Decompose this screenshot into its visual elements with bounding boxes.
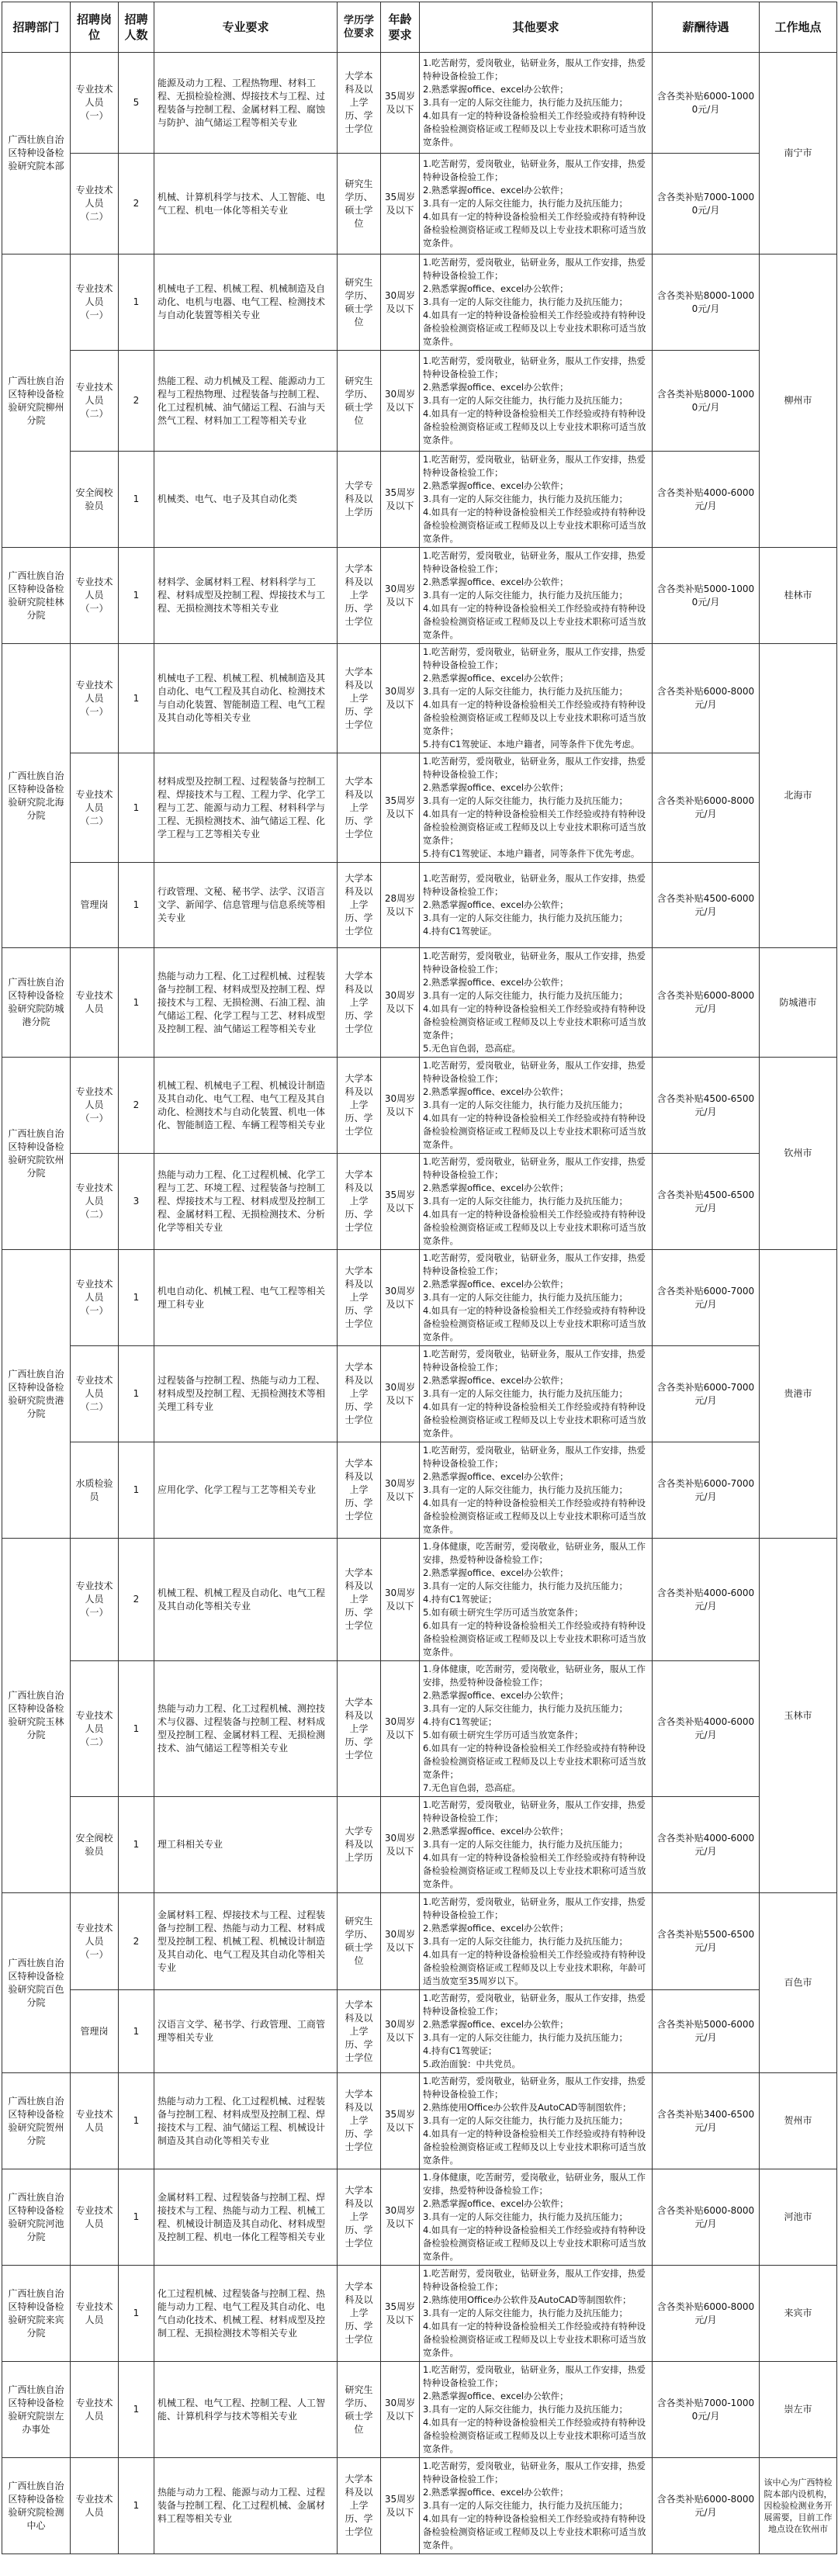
salary-cell: 含各类补贴6000-7000元/月 xyxy=(653,1250,760,1346)
salary-cell: 含各类补贴8000-10000元/月 xyxy=(653,351,760,452)
post-cell: 专业技术人员（二） xyxy=(71,154,119,254)
age-cell: 30周岁及以下 xyxy=(381,1797,420,1893)
other-requirements-cell: 1.吃苦耐劳，爱岗敬业，钻研业务，服从工作安排，热爱特种设备检验工作； 2.熟悉掌握office、excel办公软件； 3.具有一定的人际交往能力，执行能力及抗压能力； 4.如具有一定的特种设备检验相关工作经验或持有特种设备检验检测资格证或工程师及以上专业技术职称可适当放宽条件。 xyxy=(420,2458,653,2554)
other-requirements-cell: 1.吃苦耐劳，爱岗敬业，钻研业务，服从工作安排，热爱特种设备检验工作； 2.熟悉掌握office、excel办公软件； 3.具有一定的人际交往能力，执行能力及抗压能力； 4.如具有一定的特种设备检验相关工作经验或持有特种设备检验检测资格证或工程师及以上专业技术职称可适当放宽条件。 xyxy=(420,452,653,548)
age-cell: 35周岁及以下 xyxy=(381,452,420,548)
education-cell: 大学本科及以上学历、学士学位 xyxy=(338,753,381,863)
other-requirements-cell: 1.吃苦耐劳，爱岗敬业，钻研业务，服从工作安排，热爱特种设备检验工作； 2.熟悉掌握office、excel办公软件； 3.具有一定的人际交往能力，执行能力及抗压能力； 4.如具有一定的特种设备检验相关工作经验或持有特种设备检验检测资格证或工程师及以上专业技术职称可适当放宽条件。 xyxy=(420,2362,653,2458)
major-cell: 机械类、电气、电子及其自动化类 xyxy=(154,452,338,548)
education-cell: 大学本科及以上学历、学士学位 xyxy=(338,644,381,753)
dept-cell: 广西壮族自治区特种设备检验研究院百色分院 xyxy=(2,1893,71,2073)
location-cell: 该中心为广西特检院本部内设机构，因检验检测业务开展需要，目前工作地点设在钦州市 xyxy=(760,2458,837,2554)
major-cell: 机械工程、机械电子工程、机械设计制造及其自动化、电气工程、电气工程及其自动化、检测技术与自动化装置、机电一体化、智能制造工程、车辆工程等相关专业 xyxy=(154,1058,338,1154)
post-cell: 专业技术人员（二） xyxy=(71,1346,119,1442)
dept-cell: 广西壮族自治区特种设备检验研究院崇左办事处 xyxy=(2,2362,71,2458)
education-cell: 研究生学历、硕士学位 xyxy=(338,351,381,452)
dept-cell: 广西壮族自治区特种设备检验研究院河池分院 xyxy=(2,2169,71,2266)
salary-cell: 含各类补贴6000-8000元/月 xyxy=(653,644,760,753)
major-cell: 机械、计算机科学与技术、人工智能、电气工程、机电一体化等相关专业 xyxy=(154,154,338,254)
table-row xyxy=(2,2266,837,2362)
location-cell: 贵港市 xyxy=(760,1250,837,1539)
education-cell: 大学本科及以上学历、学士学位 xyxy=(338,1539,381,1661)
salary-cell: 含各类补贴4500-6500元/月 xyxy=(653,1154,760,1250)
education-cell: 研究生学历、硕士学位 xyxy=(338,154,381,254)
age-cell: 35周岁及以下 xyxy=(381,154,420,254)
table-row xyxy=(2,1058,837,1154)
other-requirements-cell: 1.身体健康，吃苦耐劳，爱岗敬业，钻研业务，服从工作安排，热爱特种设备检验工作； 2.熟悉掌握office、excel办公软件； 3.具有一定的人际交往能力，执行能力及抗压能力； 4.持有C1驾驶证； 5.如有硕士研究生学历可适当放宽条件； 6.如具有一定的特种设备检验相关工作经验或持有特种设备检验检测资格证或工程师及以上专业技术职称可适当放宽条件； 7.无色盲色弱，恐高症。 xyxy=(420,1661,653,1797)
count-cell: 1 xyxy=(119,1250,154,1346)
education-cell: 大学本科及以上学历、学士学位 xyxy=(338,1250,381,1346)
table-row xyxy=(2,254,837,351)
count-cell: 1 xyxy=(119,948,154,1058)
salary-cell: 含各类补贴4000-6000元/月 xyxy=(653,1797,760,1893)
age-cell: 35周岁及以下 xyxy=(381,753,420,863)
major-cell: 化工过程机械、过程装备与控制工程、热能与动力工程、电气工程及其自动化、电气自动化技术、机械工程、材料成型及控制工程、无损检测技术等相关专业 xyxy=(154,2266,338,2362)
count-cell: 1 xyxy=(119,1661,154,1797)
other-requirements-cell: 1.吃苦耐劳，爱岗敬业，钻研业务，服从工作安排，热爱特种设备检验工作； 2.熟悉掌握office、excel办公软件； 3.具有一定的人际交往能力，执行能力及抗压能力； 4.如具有一定的特种设备检验相关工作经验或持有特种设备检验检测资格证或工程师及以上专业技术职称可适当放宽条件。 xyxy=(420,351,653,452)
post-cell: 专业技术人员（二） xyxy=(71,1661,119,1797)
salary-cell: 含各类补贴4000-6000元/月 xyxy=(653,1661,760,1797)
count-cell: 1 xyxy=(119,452,154,548)
salary-cell: 含各类补贴4500-6000元/月 xyxy=(653,863,760,948)
age-cell: 30周岁及以下 xyxy=(381,1442,420,1539)
age-cell: 30周岁及以下 xyxy=(381,644,420,753)
count-cell: 2 xyxy=(119,1058,154,1154)
other-requirements-cell: 1.吃苦耐劳，爱岗敬业，钻研业务，服从工作安排，热爱特种设备检验工作； 2.熟悉掌握office、excel办公软件； 3.具有一定的人际交往能力，执行能力及抗压能力； 4.持有C1驾驶证。 xyxy=(420,863,653,948)
salary-cell: 含各类补贴5000-6000元/月 xyxy=(653,1990,760,2073)
post-cell: 水质检验员 xyxy=(71,1442,119,1539)
table-row xyxy=(2,948,837,1058)
table-row xyxy=(2,1442,837,1539)
major-cell: 热能与动力工程、化工过程机械、过程装备与控制工程、材料成型及控制工程、焊接技术与工程、无损检测、石油工程、油气储运工程、化学工程与工艺、材料成型及控制工程、油气储运工程等相关专业 xyxy=(154,948,338,1058)
education-cell: 研究生学历、硕士学位 xyxy=(338,1893,381,1990)
dept-cell: 广西壮族自治区特种设备检验研究院贵港分院 xyxy=(2,1250,71,1539)
post-cell: 专业技术人员（二） xyxy=(71,1154,119,1250)
salary-cell: 含各类补贴3400-6500元/月 xyxy=(653,2073,760,2169)
other-requirements-cell: 1.吃苦耐劳，爱岗敬业，钻研业务，服从工作安排，热爱特种设备检验工作； 2.熟悉掌握office、excel办公软件； 3.具有一定的人际交往能力，执行能力及抗压能力； 4.如具有一定的特种设备检验相关工作经验或持有特种设备检验检测资格证或工程师及以上专业技术职称可适当放宽条件； 5.持有C1驾驶证、本地户籍者，同等条件下优先考虑。 xyxy=(420,644,653,753)
table-row xyxy=(2,1990,837,2073)
dept-cell: 广西壮族自治区特种设备检验研究院北海分院 xyxy=(2,644,71,948)
post-cell: 专业技术人员（一） xyxy=(71,1250,119,1346)
table-row xyxy=(2,644,837,753)
salary-cell: 含各类补贴6000-7000元/月 xyxy=(653,1442,760,1539)
location-cell: 百色市 xyxy=(760,1893,837,2073)
table-row xyxy=(2,2458,837,2554)
count-cell: 1 xyxy=(119,2458,154,2554)
age-cell: 30周岁及以下 xyxy=(381,2362,420,2458)
post-cell: 安全阀校验员 xyxy=(71,452,119,548)
major-cell: 行政管理、文秘、秘书学、法学、汉语言文学、新闻学、信息管理与信息系统等相关专业 xyxy=(154,863,338,948)
salary-cell: 含各类补贴7000-10000元/月 xyxy=(653,154,760,254)
education-cell: 大学本科及以上学历、学士学位 xyxy=(338,948,381,1058)
other-requirements-cell: 1.吃苦耐劳，爱岗敬业，钻研业务，服从工作安排，热爱特种设备检验工作； 2.熟悉掌握office、excel办公软件； 3.具有一定的人际交往能力，执行能力及抗压能力； 4.如具有一定的特种设备检验相关工作经验或持有特种设备检验检测资格证或工程师及以上专业技术职称可适当放宽条件。 xyxy=(420,1250,653,1346)
count-cell: 1 xyxy=(119,2362,154,2458)
education-cell: 研究生学历、硕士学位 xyxy=(338,254,381,351)
major-cell: 机电自动化、机械工程、电气工程等相关理工科专业 xyxy=(154,1250,338,1346)
count-cell: 3 xyxy=(119,1154,154,1250)
table-row xyxy=(2,351,837,452)
education-cell: 大学本科及以上学历、学士学位 xyxy=(338,1442,381,1539)
other-requirements-cell: 1.吃苦耐劳，爱岗敬业，钻研业务，服从工作安排，热爱特种设备检验工作； 2.熟悉掌握office、excel办公软件； 3.具有一定的人际交往能力，执行能力及抗压能力； 4.如具有一定的特种设备检验相关工作经验或持有特种设备检验检测资格证或工程师及以上专业技术职称可适当放宽条件。 xyxy=(420,1442,653,1539)
other-requirements-cell: 1.吃苦耐劳，爱岗敬业，钻研业务，服从工作安排，热爱特种设备检验工作； 2.熟悉掌握office、excel办公软件； 3.具有一定的人际交往能力，执行能力及抗压能力； 4.如具有一定的特种设备检验相关工作经验或持有特种设备检验检测资格证或工程师及以上专业技术职称可适当放宽条件； 5.无色盲色弱，恐高症。 xyxy=(420,948,653,1058)
post-cell: 专业技术人员（二） xyxy=(71,351,119,452)
count-cell: 1 xyxy=(119,548,154,644)
other-requirements-cell: 1.吃苦耐劳，爱岗敬业，钻研业务，服从工作安排，热爱特种设备检验工作； 2.熟悉掌握office、excel办公软件； 3.具有一定的人际交往能力，执行能力及抗压能力； 4.如具有一定的特种设备检验相关工作经验或持有特种设备检验检测资格证或工程师及以上专业技术职称可适当放宽条件。 xyxy=(420,1797,653,1893)
post-cell: 专业技术人员（一） xyxy=(71,1539,119,1661)
other-requirements-cell: 1.吃苦耐劳，爱岗敬业，钻研业务，服从工作安排，热爱特种设备检验工作； 2.熟悉掌握office、excel办公软件； 3.具有一定的人际交往能力，执行能力及抗压能力； 4.如具有一定的特种设备检验相关工作经验或持有特种设备检验检测资格证或工程师及以上专业技术职称可适当放宽条件。 xyxy=(420,154,653,254)
other-requirements-cell: 1.吃苦耐劳，爱岗敬业，钻研业务，服从工作安排，热爱特种设备检验工作； 2.熟悉掌握office、excel办公软件； 3.具有一定的人际交往能力，执行能力及抗压能力； 4.如具有一定的特种设备检验相关工作经验或持有特种设备检验检测资格证或工程师及以上专业技术职称可适当放宽条件； 5.持有C1驾驶证、本地户籍者，同等条件下优先考虑。 xyxy=(420,753,653,863)
header-post: 招聘岗位 xyxy=(71,2,119,53)
table-row xyxy=(2,1346,837,1442)
count-cell: 1 xyxy=(119,2073,154,2169)
header-education: 学历学位要求 xyxy=(338,2,381,53)
education-cell: 大学专科及以上学历 xyxy=(338,452,381,548)
major-cell: 热能与动力工程、化工过程机械、化学工程与工艺、环境工程、过程装备与控制工程、焊接技术与工程、材料成型及控制工程、金属材料工程、无损检测技术、分析化学等相关专业 xyxy=(154,1154,338,1250)
post-cell: 专业技术人员 xyxy=(71,2458,119,2554)
other-requirements-cell: 1.吃苦耐劳，爱岗敬业，钻研业务，服从工作安排，热爱特种设备检验工作； 2.熟悉掌握office、excel办公软件； 3.具有一定的人际交往能力，执行能力及抗压能力； 4.如具有一定的特种设备检验相关工作经验或持有特种设备检验检测资格证或工程师及以上专业技术职称可适当放宽条件。 xyxy=(420,53,653,154)
post-cell: 安全阀校验员 xyxy=(71,1797,119,1893)
count-cell: 1 xyxy=(119,1797,154,1893)
other-requirements-cell: 1.吃苦耐劳，爱岗敬业，钻研业务，服从工作安排，热爱特种设备检验工作； 2.熟练使用Office办公软件及AutoCAD等制图软件； 3.具有一定的人际交往能力，执行能力及抗压能力； 4.如具有一定的特种设备检验相关工作经验或持有特种设备检验检测资格证或工程师及以上专业技术职称可适当放宽条件。 xyxy=(420,2266,653,2362)
major-cell: 热能与动力工程、化工过程机械、过程装备与控制工程、材料成型及控制工程、焊接技术与工程、油气储运工程、机械设计制造及其自动化等相关专业 xyxy=(154,2073,338,2169)
major-cell: 材料成型及控制工程、过程装备与控制工程、焊接技术与工程、工程力学、化学工程与工艺、能源与动力工程、材料科学与工程、无损检测技术、油气储运工程、化学工程与工艺等相关专业 xyxy=(154,753,338,863)
count-cell: 2 xyxy=(119,1539,154,1661)
count-cell: 1 xyxy=(119,254,154,351)
table-row xyxy=(2,154,837,254)
location-cell: 柳州市 xyxy=(760,254,837,548)
count-cell: 5 xyxy=(119,53,154,154)
other-requirements-cell: 1.吃苦耐劳，爱岗敬业，钻研业务，服从工作安排，热爱特种设备检验工作； 2.熟悉掌握office、excel办公软件； 3.具有一定的人际交往能力，执行能力及抗压能力； 4.如具有一定的特种设备检验相关工作经验或持有特种设备检验检测资格证或工程师及以上专业技术职称，年龄可适当放宽至35周岁以下。 xyxy=(420,1893,653,1990)
count-cell: 2 xyxy=(119,1893,154,1990)
education-cell: 大学本科及以上学历、学士学位 xyxy=(338,53,381,154)
post-cell: 管理岗 xyxy=(71,1990,119,2073)
header-count: 招聘人数 xyxy=(119,2,154,53)
dept-cell: 广西壮族自治区特种设备检验研究院来宾分院 xyxy=(2,2266,71,2362)
count-cell: 2 xyxy=(119,154,154,254)
other-requirements-cell: 1.吃苦耐劳，爱岗敬业，钻研业务，服从工作安排，热爱特种设备检验工作； 2.熟悉掌握office、excel办公软件； 3.具有一定的人际交往能力，执行能力及抗压能力； 4.如具有一定的特种设备检验相关工作经验或持有特种设备检验检测资格证或工程师及以上专业技术职称可适当放宽条件。 xyxy=(420,1058,653,1154)
salary-cell: 含各类补贴6000-8000元/月 xyxy=(653,753,760,863)
dept-cell: 广西壮族自治区特种设备检验研究院柳州分院 xyxy=(2,254,71,548)
table-row xyxy=(2,1893,837,1990)
table-body xyxy=(2,53,837,2554)
education-cell: 大学本科及以上学历、学士学位 xyxy=(338,1990,381,2073)
age-cell: 30周岁及以下 xyxy=(381,351,420,452)
other-requirements-cell: 1.吃苦耐劳，爱岗敬业，钻研业务，服从工作安排，热爱特种设备检验工作； 2.熟悉掌握office、excel办公软件； 3.具有一定的人际交往能力，执行能力及抗压能力； 4.持有C1驾驶证； 5.政治面貌：中共党员。 xyxy=(420,1990,653,2073)
age-cell: 30周岁及以下 xyxy=(381,1346,420,1442)
age-cell: 28周岁及以下 xyxy=(381,863,420,948)
salary-cell: 含各类补贴8000-10000元/月 xyxy=(653,254,760,351)
salary-cell: 含各类补贴5000-10000元/月 xyxy=(653,548,760,644)
dept-cell: 广西壮族自治区特种设备检验研究院本部 xyxy=(2,53,71,254)
salary-cell: 含各类补贴7000-10000元/月 xyxy=(653,2362,760,2458)
post-cell: 专业技术人员 xyxy=(71,2073,119,2169)
recruitment-table xyxy=(2,2,837,2554)
age-cell: 35周岁及以下 xyxy=(381,2266,420,2362)
age-cell: 30周岁及以下 xyxy=(381,1539,420,1661)
table-row xyxy=(2,753,837,863)
major-cell: 理工科相关专业 xyxy=(154,1797,338,1893)
post-cell: 专业技术人员（一） xyxy=(71,1058,119,1154)
age-cell: 30周岁及以下 xyxy=(381,1990,420,2073)
count-cell: 1 xyxy=(119,1346,154,1442)
major-cell: 机械电子工程、机械工程、机械制造及自动化、电机与电器、电气工程、检测技术与自动化装置等相关专业 xyxy=(154,254,338,351)
major-cell: 热能与动力工程、化工过程机械、测控技术与仪器、过程装备与控制工程、材料成型及控制工程、金属材料工程、无损检测技术、油气储运工程等相关专业 xyxy=(154,1661,338,1797)
table-row xyxy=(2,2169,837,2266)
table-header-row xyxy=(2,2,837,53)
location-cell: 北海市 xyxy=(760,644,837,948)
major-cell: 机械电子工程、机械工程、机械制造及其自动化、电气工程及其自动化、检测技术与自动化装置、智能制造工程、电气工程及其自动化等相关专业 xyxy=(154,644,338,753)
education-cell: 大学本科及以上学历、学士学位 xyxy=(338,2169,381,2266)
education-cell: 大学本科及以上学历、学士学位 xyxy=(338,863,381,948)
count-cell: 1 xyxy=(119,2266,154,2362)
header-location: 工作地点 xyxy=(760,2,837,53)
header-dept: 招聘部门 xyxy=(2,2,71,53)
other-requirements-cell: 1.吃苦耐劳，爱岗敬业，钻研业务，服从工作安排，热爱特种设备检验工作； 2.熟悉掌握office、excel办公软件； 3.具有一定的人际交往能力，执行能力及抗压能力； 4.如具有一定的特种设备检验相关工作经验或持有特种设备检验检测资格证或工程师及以上专业技术职称可适当放宽条件。 xyxy=(420,254,653,351)
age-cell: 30周岁及以下 xyxy=(381,2169,420,2266)
education-cell: 大学本科及以上学历、学士学位 xyxy=(338,2073,381,2169)
age-cell: 35周岁及以下 xyxy=(381,2073,420,2169)
major-cell: 过程装备与控制工程、热能与动力工程、材料成型及控制工程、无损检测技术等相关理工科专业 xyxy=(154,1346,338,1442)
post-cell: 专业技术人员（一） xyxy=(71,53,119,154)
table-row xyxy=(2,452,837,548)
major-cell: 汉语言文学、秘书学、行政管理、工商管理等相关专业 xyxy=(154,1990,338,2073)
other-requirements-cell: 1.吃苦耐劳，爱岗敬业，钻研业务，服从工作安排，热爱特种设备检验工作； 2.熟悉掌握office、excel办公软件； 3.具有一定的人际交往能力，执行能力及抗压能力； 4.如具有一定的特种设备检验相关工作经验或持有特种设备检验检测资格证或工程师及以上专业技术职称可适当放宽条件。 xyxy=(420,548,653,644)
education-cell: 大学本科及以上学历、学士学位 xyxy=(338,1661,381,1797)
education-cell: 大学本科及以上学历、学士学位 xyxy=(338,2266,381,2362)
major-cell: 热能与动力工程、能源与动力工程、过程装备与控制工程、化工过程机械、金属材料工程等相关专业 xyxy=(154,2458,338,2554)
salary-cell: 含各类补贴6000-8000元/月 xyxy=(653,948,760,1058)
location-cell: 崇左市 xyxy=(760,2362,837,2458)
dept-cell: 广西壮族自治区特种设备检验研究院玉林分院 xyxy=(2,1539,71,1893)
dept-cell: 广西壮族自治区特种设备检验研究院防城港分院 xyxy=(2,948,71,1058)
age-cell: 30周岁及以下 xyxy=(381,254,420,351)
count-cell: 1 xyxy=(119,753,154,863)
header-age: 年龄要求 xyxy=(381,2,420,53)
education-cell: 大学本科及以上学历、学士学位 xyxy=(338,548,381,644)
salary-cell: 含各类补贴6000-8000元/月 xyxy=(653,2169,760,2266)
count-cell: 1 xyxy=(119,863,154,948)
table-row xyxy=(2,548,837,644)
education-cell: 大学本科及以上学历、学士学位 xyxy=(338,1346,381,1442)
education-cell: 大学本科及以上学历、学士学位 xyxy=(338,1154,381,1250)
location-cell: 南宁市 xyxy=(760,53,837,254)
major-cell: 金属材料工程、焊接技术与工程、过程装备与控制工程、热能与动力工程、材料成型及控制工程、机械工程、机械设计制造及其自动化、电气工程及其自动化等相关专业 xyxy=(154,1893,338,1990)
age-cell: 35周岁及以下 xyxy=(381,1154,420,1250)
age-cell: 30周岁及以下 xyxy=(381,1893,420,1990)
education-cell: 大学本科及以上学历、学士学位 xyxy=(338,2458,381,2554)
dept-cell: 广西壮族自治区特种设备检验研究院贺州分院 xyxy=(2,2073,71,2169)
table-row xyxy=(2,2073,837,2169)
dept-cell: 广西壮族自治区特种设备检验研究院桂林分院 xyxy=(2,548,71,644)
salary-cell: 含各类补贴6000-8000元/月 xyxy=(653,2266,760,2362)
age-cell: 35周岁及以下 xyxy=(381,53,420,154)
major-cell: 应用化学、化学工程与工艺等相关专业 xyxy=(154,1442,338,1539)
major-cell: 能源及动力工程、工程热物理、材料工程、无损检验检测、焊接技术与工程、过程装备与控制工程、金属材料工程、腐蚀与防护、油气储运工程等相关专业 xyxy=(154,53,338,154)
header-other: 其他要求 xyxy=(420,2,653,53)
dept-cell: 广西壮族自治区特种设备检验研究院钦州分院 xyxy=(2,1058,71,1250)
age-cell: 30周岁及以下 xyxy=(381,948,420,1058)
salary-cell: 含各类补贴6000-10000元/月 xyxy=(653,53,760,154)
location-cell: 钦州市 xyxy=(760,1058,837,1250)
post-cell: 专业技术人员（一） xyxy=(71,644,119,753)
count-cell: 1 xyxy=(119,2169,154,2266)
post-cell: 专业技术人员 xyxy=(71,948,119,1058)
major-cell: 金属材料工程、过程装备与控制工程、焊接技术与工程、热能与动力工程、机械工程、机械设计制造及其自动化、材料成型及控制工程、机电一体化工程等相关专业 xyxy=(154,2169,338,2266)
table-row xyxy=(2,1661,837,1797)
age-cell: 30周岁及以下 xyxy=(381,1250,420,1346)
location-cell: 玉林市 xyxy=(760,1539,837,1893)
table-row xyxy=(2,1797,837,1893)
table-row xyxy=(2,1539,837,1661)
dept-cell: 广西壮族自治区特种设备检验研究院检测中心 xyxy=(2,2458,71,2554)
salary-cell: 含各类补贴4500-6500元/月 xyxy=(653,1058,760,1154)
post-cell: 专业技术人员 xyxy=(71,2362,119,2458)
post-cell: 专业技术人员（二） xyxy=(71,753,119,863)
salary-cell: 含各类补贴4000-6000元/月 xyxy=(653,1539,760,1661)
table-row xyxy=(2,863,837,948)
other-requirements-cell: 1.身体健康，吃苦耐劳，爱岗敬业，钻研业务，服从工作安排，热爱特种设备检验工作； 2.熟悉掌握office、excel办公软件； 3.具有一定的人际交往能力，执行能力及抗压能力； 4.持有C1驾驶证； 5.如有硕士研究生学历可适当放宽条件； 6.如具有一定的特种设备检验相关工作经验或持有特种设备检验检测资格证或工程师及以上专业技术职称可适当放宽条件。 xyxy=(420,1539,653,1661)
location-cell: 桂林市 xyxy=(760,548,837,644)
table-row xyxy=(2,1250,837,1346)
age-cell: 30周岁及以下 xyxy=(381,1661,420,1797)
table-row xyxy=(2,53,837,154)
education-cell: 大学本科及以上学历、学士学位 xyxy=(338,1058,381,1154)
count-cell: 1 xyxy=(119,1990,154,2073)
age-cell: 30周岁及以下 xyxy=(381,548,420,644)
post-cell: 专业技术人员 xyxy=(71,2169,119,2266)
count-cell: 2 xyxy=(119,351,154,452)
post-cell: 专业技术人员（一） xyxy=(71,254,119,351)
post-cell: 专业技术人员（一） xyxy=(71,1893,119,1990)
other-requirements-cell: 1.吃苦耐劳，爱岗敬业，钻研业务，服从工作安排，热爱特种设备检验工作； 2.熟悉掌握office、excel办公软件； 3.具有一定的人际交往能力，执行能力及抗压能力； 4.如具有一定的特种设备检验相关工作经验或持有特种设备检验检测资格证或工程师及以上专业技术职称可适当放宽条件。 xyxy=(420,1154,653,1250)
age-cell: 30周岁及以下 xyxy=(381,1058,420,1154)
table-row xyxy=(2,1154,837,1250)
table-row xyxy=(2,2362,837,2458)
location-cell: 来宾市 xyxy=(760,2266,837,2362)
count-cell: 1 xyxy=(119,644,154,753)
major-cell: 机械工程、电气工程、控制工程、人工智能、计算机科学与技术等相关专业 xyxy=(154,2362,338,2458)
age-cell: 35周岁及以下 xyxy=(381,2458,420,2554)
location-cell: 贺州市 xyxy=(760,2073,837,2169)
header-major: 专业要求 xyxy=(154,2,338,53)
education-cell: 大学专科及以上学历 xyxy=(338,1797,381,1893)
count-cell: 1 xyxy=(119,1442,154,1539)
other-requirements-cell: 1.吃苦耐劳，爱岗敬业，钻研业务，服从工作安排，热爱特种设备检验工作； 2.熟悉掌握office、excel办公软件； 3.具有一定的人际交往能力，执行能力及抗压能力； 4.如具有一定的特种设备检验相关工作经验或持有特种设备检验检测资格证或工程师及以上专业技术职称可适当放宽条件。 xyxy=(420,1346,653,1442)
education-cell: 研究生学历、硕士学位 xyxy=(338,2362,381,2458)
location-cell: 河池市 xyxy=(760,2169,837,2266)
post-cell: 专业技术人员（一） xyxy=(71,548,119,644)
salary-cell: 含各类补贴6000-7000元/月 xyxy=(653,1346,760,1442)
salary-cell: 含各类补贴4000-6000元/月 xyxy=(653,452,760,548)
post-cell: 专业技术人员 xyxy=(71,2266,119,2362)
location-cell: 防城港市 xyxy=(760,948,837,1058)
major-cell: 机械工程、机械工程及自动化、电气工程及其自动化等相关专业 xyxy=(154,1539,338,1661)
salary-cell: 含各类补贴5500-6500元/月 xyxy=(653,1893,760,1990)
other-requirements-cell: 1.吃苦耐劳，爱岗敬业，钻研业务，服从工作安排，热爱特种设备检验工作； 2.熟练使用Office办公软件及AutoCAD等制图软件； 3.具有一定的人际交往能力，执行能力及抗压能力； 4.如具有一定的特种设备检验相关工作经验或持有特种设备检验检测资格证或工程师及以上专业技术职称可适当放宽条件。 xyxy=(420,2073,653,2169)
major-cell: 热能工程、动力机械及工程、能源动力工程与工程热物理、过程装备与控制工程、化工过程机械、油气储运工程、石油与天然气工程、材料加工工程等相关专业 xyxy=(154,351,338,452)
post-cell: 管理岗 xyxy=(71,863,119,948)
header-salary: 薪酬待遇 xyxy=(653,2,760,53)
other-requirements-cell: 1.身体健康，吃苦耐劳，爱岗敬业，钻研业务，服从工作安排，热爱特种设备检验工作； 2.熟悉掌握office、excel办公软件； 3.具有一定的人际交往能力，执行能力及抗压能力； 4.如具有一定的特种设备检验相关工作经验或持有特种设备检验检测资格证或工程师及以上专业技术职称可适当放宽条件。 xyxy=(420,2169,653,2266)
salary-cell: 含各类补贴6000-8000元/月 xyxy=(653,2458,760,2554)
major-cell: 材料学、金属材料工程、材料科学与工程、材料成型及控制工程、焊接技术与工程、无损检测技术等相关专业 xyxy=(154,548,338,644)
